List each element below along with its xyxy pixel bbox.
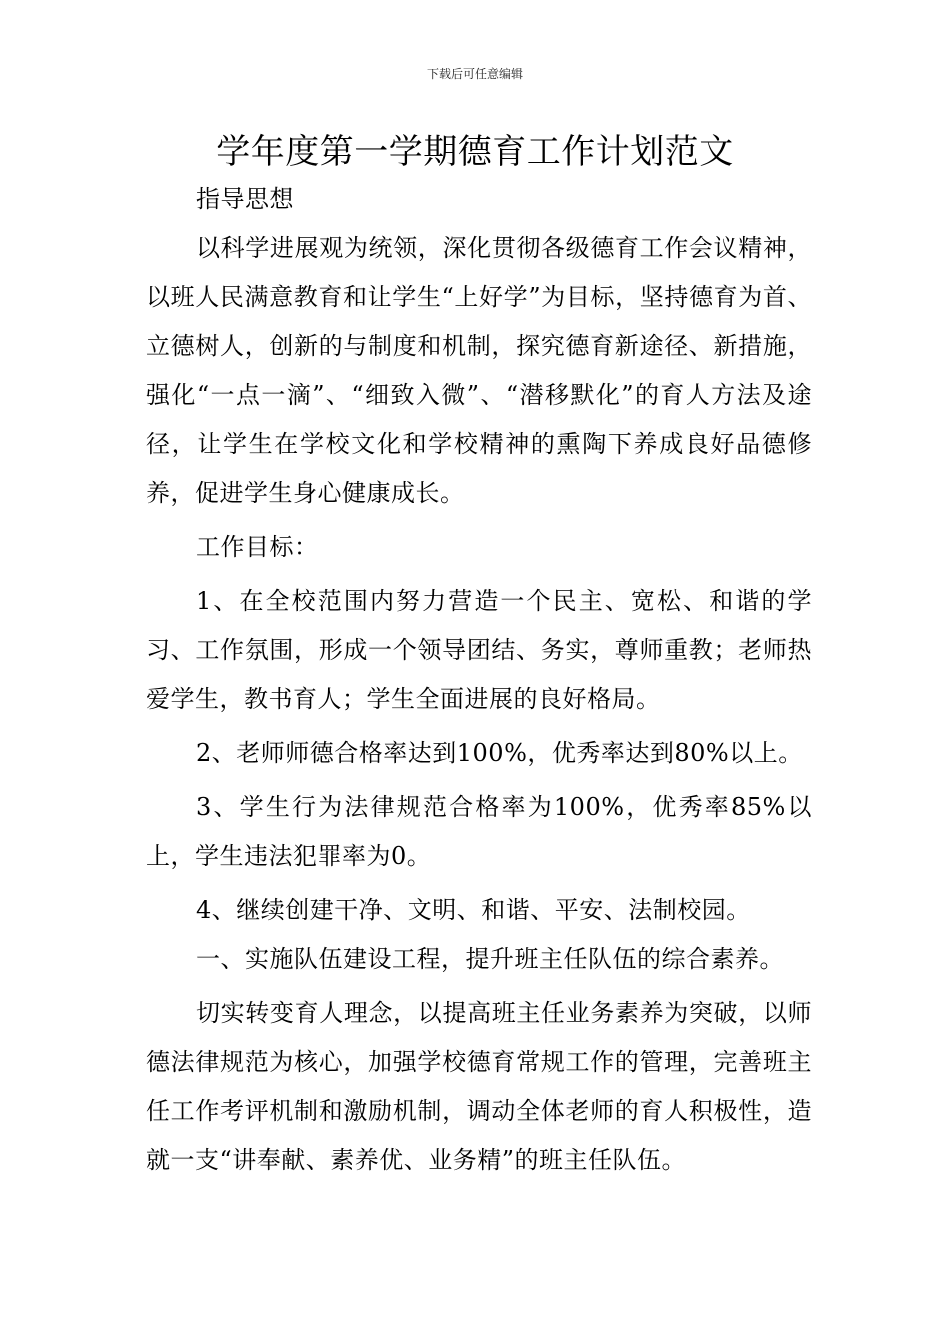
paragraph-goal-3: 3、学生行为法律规范合格率为100%，优秀率85%以上，学生违法犯罪率为0。 (146, 793, 812, 870)
paragraph-goal-1: 1、在全校范围内努力营造一个民主、宽松、和谐的学习、工作氛围，形成一个领导团结、务实，尊师重教；老师热爱学生，教书育人；学生全面进展的良好格局。 (146, 587, 812, 713)
document-body (146, 175, 812, 1185)
paragraph-guiding-thought-heading: 指导思想 (196, 185, 294, 213)
paragraph-guiding-thought: 以科学进展观为统领，深化贯彻各级德育工作会议精神，以班人民满意教育和让学生“上好学”为目标，坚持德育为首、立德树人，创新的与制度和机制，探究德育新途径、新措施，强化“一点一滴”、“细致入微”、“潜移默化”的育人方法及途径，让学生在学校文化和学校精神的熏陶下养成良好品德修养，促进学生身心健康成长。 (146, 234, 812, 507)
paragraph-section-1-heading: 一、实施队伍建设工程，提升班主任队伍的综合素养。 (196, 945, 784, 973)
document-title: 学年度第一学期德育工作计划范文 (216, 132, 734, 172)
paragraph-work-goals-heading: 工作目标： (196, 533, 319, 561)
paragraph-goal-2: 2、老师师德合格率达到100%，优秀率达到80%以上。 (196, 739, 803, 767)
paragraph-goal-4: 4、继续创建干净、文明、和谐、平安、法制校园。 (196, 896, 751, 924)
page-header-note: 下载后可任意编辑 (426, 67, 523, 81)
paragraph-section-1-body: 切实转变育人理念，以提高班主任业务素养为突破，以师德法律规范为核心，加强学校德育常规工作的管理，完善班主任工作考评机制和激励机制，调动全体老师的育人积极性，造就一支“讲奉献、素养优、业务精”的班主任队伍。 (146, 999, 812, 1174)
